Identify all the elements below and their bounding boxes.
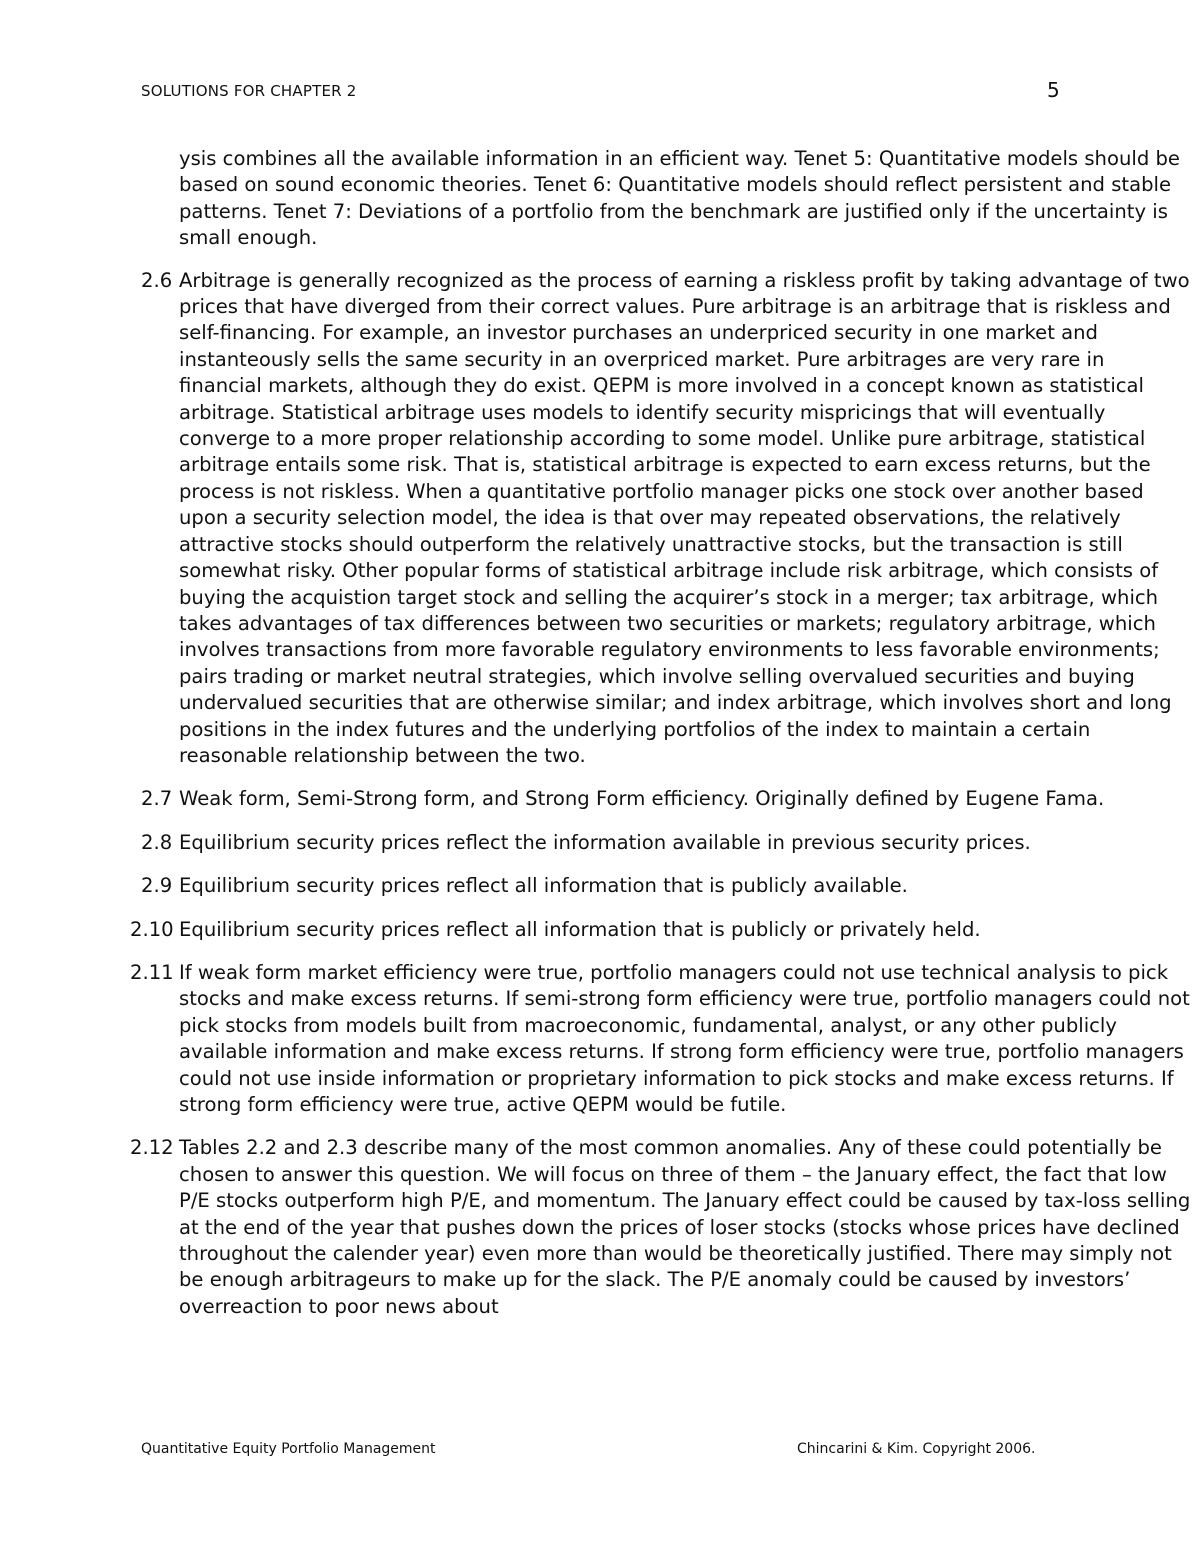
continued-paragraph: ysis combines all the available information in an efficient way. Tenet 5: Quantitative models should be based on sound economic theories. Tenet 6: Quantitative models should reflect persistent and stable patterns. Tenet 7: Deviations of a portfolio from the benchmark are justified only if the uncertainty is small enough. — [179, 147, 1180, 250]
solution-item-2-12 — [130, 1135, 1191, 1320]
solution-item-2-11 — [130, 960, 1191, 1118]
item-text: Arbitrage is generally recognized as the process of earning a riskless profit by taking advantage of two prices that have diverged from their correct values. Pure arbitrage is an arbitrage that is riskless and self-financing. For example, an investor purchases an underpriced security in one market and instanteously sells the same security in an overpriced market. Pure arbitrages are very rare in financial markets, although they do exist. QEPM is more involved in a concept known as statistical arbitrage. Statistical arbitrage uses models to identify security mispricings that will eventually converge to a more proper relationship according to some model. Unlike pure arbitrage, statistical arbitrage entails some risk. That is, statistical arbitrage is expected to earn excess returns, but the process is not riskless. When a quantitative portfolio manager picks one stock over another based upon a security selection model, the idea is that over may repeated observations, the relatively attractive stocks should outperform the relatively unattractive stocks, but the transaction is still somewhat risky. Other popular forms of statistical arbitrage include risk arbitrage, which consists of buying the acquistion target stock and selling the acquirer’s stock in a merger; tax arbitrage, which takes advantages of tax differences between two securities or markets; regulatory arbitrage, which involves transactions from more favorable regulatory environments to less favorable environments; pairs trading or market neutral strategies, which involve selling overvalued securities and buying undervalued securities that are otherwise similar; and index arbitrage, which involves short and long positions in the index futures and the underlying portfolios of the index to maintain a certain reasonable relationship between the two. — [179, 268, 1190, 767]
solution-item-2-10 — [130, 917, 1191, 943]
footer-copyright: Chincarini & Kim. Copyright 2006. — [797, 1441, 1036, 1457]
item-number: 2.12 — [130, 1136, 174, 1160]
item-number: 2.9 — [141, 874, 173, 898]
item-number: 2.8 — [141, 830, 173, 854]
item-number: 2.7 — [141, 787, 173, 811]
running-header: SOLUTIONS FOR CHAPTER 2 — [141, 82, 357, 100]
item-text: Equilibrium security prices reflect all information that is publicly available. — [179, 874, 908, 898]
solution-item-2-9 — [141, 873, 1191, 899]
solutions-body — [130, 146, 1191, 1337]
item-text: Equilibrium security prices reflect all information that is publicly or privately held. — [179, 917, 981, 941]
item-number: 2.6 — [141, 268, 173, 292]
page-number: 5 — [1047, 78, 1060, 102]
solution-item-2-6 — [141, 268, 1191, 770]
item-text: Tables 2.2 and 2.3 describe many of the most common anomalies. Any of these could potentially be chosen to answer this question. We will focus on three of them – the January effect, the fact that low P/E stocks outperform high P/E, and momentum. The January effect could be caused by tax-loss selling at the end of the year that pushes down the prices of loser stocks (stocks whose prices have declined throughout the calender year) even more than would be theoretically justified. There may simply not be enough arbitrageurs to make up for the slack. The P/E anomaly could be caused by investors’ overreaction to poor news about — [179, 1136, 1191, 1318]
item-number: 2.11 — [130, 960, 174, 984]
item-text: Equilibrium security prices reflect the information available in previous security prices. — [179, 830, 1031, 854]
item-text: If weak form market efficiency were true, portfolio managers could not use technical analysis to pick stocks and make excess returns. If semi-strong form efficiency were true, portfolio managers could not pick stocks from models built from macroeconomic, fundamental, analyst, or any other publicly available information and make excess returns. If strong form efficiency were true, portfolio managers could not use inside information or proprietary information to pick stocks and make excess returns. If strong form efficiency were true, active QEPM would be futile. — [179, 960, 1190, 1116]
solution-item-2-8 — [141, 830, 1191, 856]
item-number: 2.10 — [130, 917, 174, 941]
solution-item-2-7 — [141, 786, 1191, 812]
item-text: Weak form, Semi-Strong form, and Strong Form efficiency. Originally defined by Eugene Fama. — [179, 787, 1105, 811]
footer-book-title: Quantitative Equity Portfolio Management — [141, 1441, 436, 1457]
